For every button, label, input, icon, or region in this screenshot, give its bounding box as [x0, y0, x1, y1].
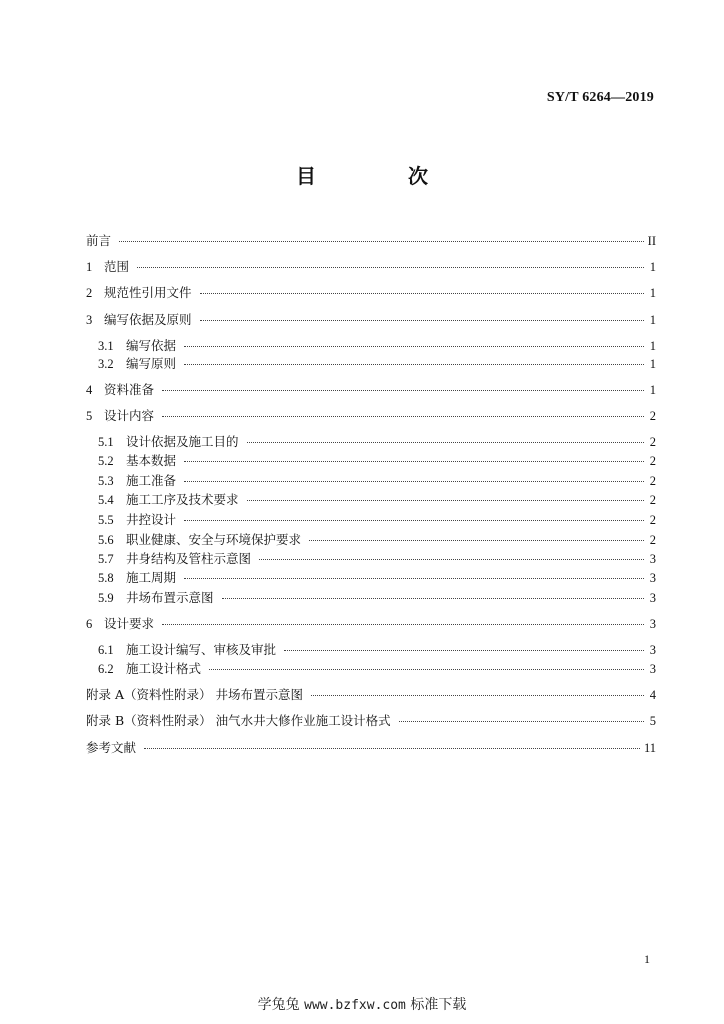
toc-entry-page: 3: [649, 571, 656, 585]
toc-entry[interactable]: [98, 641, 656, 658]
toc-entry-label: 设计依据及施工目的: [126, 434, 239, 449]
toc-entry-label: 规范性引用文件: [104, 285, 192, 300]
toc-leader-dots: [137, 255, 644, 268]
toc-entry-number: 5: [86, 409, 93, 423]
toc-entry-label: 基本数据: [126, 453, 177, 468]
toc-leader-dots: [247, 488, 644, 501]
toc-entry-label: 参考文献: [86, 740, 137, 755]
toc-entry-page: 1: [649, 260, 656, 274]
toc-entry-label: 井身结构及管柱示意图: [126, 551, 252, 566]
toc-entry-label: 范围: [104, 259, 130, 274]
toc-leader-dots: [162, 612, 644, 625]
watermark-prefix: 学兔兔: [257, 997, 300, 1013]
toc-entry[interactable]: [98, 472, 656, 489]
toc-leader-dots: [222, 586, 644, 599]
toc-entry[interactable]: [98, 355, 656, 372]
toc-entry-page: 2: [649, 409, 656, 423]
toc-entry-number: 6: [86, 617, 93, 631]
toc-entry-number: 3.1: [98, 339, 114, 353]
toc-entry[interactable]: [86, 381, 656, 398]
toc-entry-page: 5: [649, 714, 656, 728]
toc-leader-dots: [399, 709, 644, 722]
toc-entry-label: 井控设计: [126, 512, 177, 527]
toc-leader-dots: [184, 508, 644, 521]
toc-leader-dots: [209, 657, 644, 670]
toc-leader-dots: [200, 281, 644, 294]
toc-entry-number: 5.5: [98, 513, 114, 527]
toc-leader-dots: [309, 528, 644, 541]
toc-entry-page: 3: [649, 591, 656, 605]
toc-leader-dots: [184, 566, 644, 579]
toc-leader-dots: [247, 430, 644, 443]
toc-title: 目 次: [296, 164, 464, 188]
toc-entry-page: 2: [649, 435, 656, 449]
toc-leader-dots: [284, 638, 644, 651]
toc-entry-number: 5.8: [98, 571, 114, 585]
toc-entry[interactable]: [98, 511, 656, 528]
toc-entry-number: 6.1: [98, 643, 114, 657]
toc-entry-number: 5.1: [98, 435, 114, 449]
toc-entry[interactable]: [98, 589, 656, 606]
watermark-url[interactable]: www.bzfxw.com: [304, 998, 406, 1013]
toc-entry-number: 5.6: [98, 533, 114, 547]
toc-leader-dots: [184, 334, 644, 347]
toc-entry[interactable]: [86, 284, 656, 301]
toc-entry-page: 1: [649, 357, 656, 371]
toc-leader-dots: [184, 449, 644, 462]
toc-entry-label: 编写依据: [126, 338, 177, 353]
toc-entry[interactable]: [98, 433, 656, 450]
toc-entry[interactable]: [86, 232, 656, 249]
toc-entry-label: 前言: [86, 233, 112, 248]
toc-entry-page: 3: [649, 643, 656, 657]
toc-entry-page: 2: [649, 474, 656, 488]
toc-entry-number: 5.7: [98, 552, 114, 566]
toc-leader-dots: [200, 308, 644, 321]
toc-entry-page: 2: [649, 493, 656, 507]
toc-entry[interactable]: [98, 491, 656, 508]
toc-entry-page: 1: [649, 339, 656, 353]
toc-entry-page: 11: [643, 741, 656, 755]
toc-entry-label: 职业健康、安全与环境保护要求: [126, 532, 302, 547]
toc-entry[interactable]: [98, 569, 656, 586]
toc-entry[interactable]: [86, 407, 656, 424]
toc-entry-label: 编写原则: [126, 356, 177, 371]
toc-entry-page: II: [647, 234, 656, 248]
page-number: 1: [644, 952, 650, 966]
toc-leader-dots: [162, 378, 644, 391]
toc-entry-page: 2: [649, 533, 656, 547]
toc-entry[interactable]: [86, 258, 656, 275]
toc-entry-page: 1: [649, 286, 656, 300]
toc-entry-label: 设计要求: [104, 616, 155, 631]
standard-code: SY/T 6264—2019: [546, 90, 654, 105]
toc-entry[interactable]: [98, 660, 656, 677]
toc-leader-dots: [184, 352, 644, 365]
toc-entry[interactable]: [98, 550, 656, 567]
toc-entry[interactable]: [98, 452, 656, 469]
toc-entry-label: 编写依据及原则: [104, 312, 192, 327]
toc-entry-label: 施工准备: [126, 473, 177, 488]
toc-entry-number: 2: [86, 286, 93, 300]
toc-leader-dots: [162, 404, 644, 417]
toc-entry[interactable]: [86, 311, 656, 328]
toc-entry-label: 施工设计格式: [126, 661, 202, 676]
toc-entry-page: 2: [649, 454, 656, 468]
toc-entry-page: 1: [649, 383, 656, 397]
toc-entry-number: 5.3: [98, 474, 114, 488]
toc-entry[interactable]: [86, 686, 656, 703]
toc-leader-dots: [184, 469, 644, 482]
toc-entry[interactable]: [98, 531, 656, 548]
toc-entry-label: 附录 A（资料性附录） 井场布置示意图: [86, 687, 303, 702]
toc-entry[interactable]: [86, 739, 656, 756]
toc-entry-page: 1: [649, 313, 656, 327]
toc-entry[interactable]: [86, 615, 656, 632]
toc-entry-label: 设计内容: [104, 408, 155, 423]
toc-entry-label: 施工周期: [126, 570, 177, 585]
toc-entry-number: 1: [86, 260, 93, 274]
watermark: [0, 994, 724, 1014]
toc-entry-page: 3: [649, 617, 656, 631]
toc-entry-label: 井场布置示意图: [126, 590, 214, 605]
toc-entry-page: 3: [649, 662, 656, 676]
toc-entry[interactable]: [86, 712, 656, 729]
toc-entry-page: 4: [649, 688, 656, 702]
toc-entry-number: 3.2: [98, 357, 114, 371]
toc-leader-dots: [259, 547, 644, 560]
toc-leader-dots: [311, 683, 644, 696]
toc-leader-dots: [119, 229, 644, 242]
toc-entry-page: 2: [649, 513, 656, 527]
watermark-suffix: 标准下载: [410, 997, 467, 1013]
toc-entry-label: 施工工序及技术要求: [126, 492, 239, 507]
toc-entry-number: 3: [86, 313, 93, 327]
toc-entry-number: 4: [86, 383, 93, 397]
toc-entry-label: 资料准备: [104, 382, 155, 397]
toc-entry-page: 3: [649, 552, 656, 566]
toc-entry-label: 施工设计编写、审核及审批: [126, 642, 277, 657]
toc-entry-number: 6.2: [98, 662, 114, 676]
toc-leader-dots: [144, 736, 640, 749]
toc-entry-number: 5.4: [98, 493, 114, 507]
toc-entry-number: 5.2: [98, 454, 114, 468]
toc-entry-number: 5.9: [98, 591, 114, 605]
toc-entry-label: 附录 B（资料性附录） 油气水井大修作业施工设计格式: [86, 713, 391, 728]
